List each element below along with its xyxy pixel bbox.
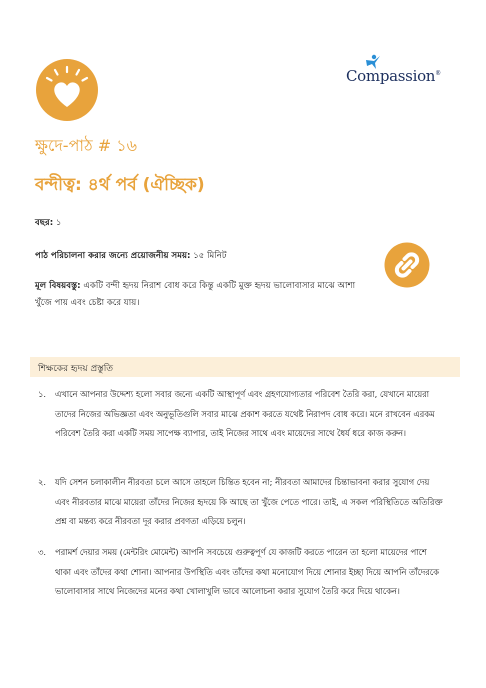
list-item-number: ২. (38, 477, 47, 487)
list-item-text: যদি সেশন চলাকালীন নীরবতা চলে আসে তাহলে চিন্তিত হবেন না; নীরবতা আমাদের চিন্তাভাবনা করার সুযোগ দেয় এবং নীরবতার মাঝে মায়েরা তাঁদের নিজের হৃদয়ে কি আছে তা খুঁজে পেতে পারে। তাই, এ সকল পরিস্থিতিতে অতিরিক্ত প্রশ্ন বা মন্তব্য করে নীরবতা দূর করার প্রবণতা এড়িয়ে চলুন। (55, 477, 443, 526)
chain-link-icon (384, 242, 430, 288)
page-title: বন্দীত্ব: ৪র্থ পর্ব (ঐচ্ছিক) (35, 175, 205, 195)
year-label: বছর: (35, 218, 54, 228)
year-row (35, 216, 61, 230)
theme-label: মূল বিষয়বস্তু: (35, 281, 81, 291)
section-title: শিক্ষকের হৃদয় প্রস্তুতি (38, 364, 114, 374)
year-value: ১ (53, 218, 62, 228)
section-header (30, 357, 460, 377)
theme-row (35, 278, 365, 312)
list-item-text: পরামর্শ দেয়ার সময় (মেন্টরিং মোমেন্ট) আপনি সবচেয়ে গুরুত্বপূর্ণ যে কাজটি করতে পারেন তা হলো মায়েদের পাশে থাকা এবং তাঁদের কথা শোনা। আপনার উপস্থিতি এবং তাঁদের কথা মনোযোগ দিয়ে শোনার ইচ্ছা দিয়ে আপনি তাঁদেরকে ভালোবাসার সাথে নিজেদের মনের কথা খোলাখুলি ভাবে আলোচনা করার সুযোগ তৈরি করে দিয়ে থাকেন। (55, 547, 439, 596)
theme-value: একটি বন্দী হৃদয় নিরাশ বোধ করে কিন্তু একটি মুক্ত হৃদয় ভালোবাসার মাঝে আশা খুঁজে পায় এবং চেষ্টা করে যায়। (35, 281, 356, 308)
heart-icon (35, 58, 99, 122)
list-item (38, 385, 445, 444)
list-item-number: ১. (38, 389, 47, 399)
time-value: ১৫ মিনিট (190, 251, 227, 261)
list-item (38, 543, 445, 602)
list-item-number: ৩. (38, 547, 47, 557)
logo-text: Compassion® (346, 67, 441, 85)
lesson-number: ক্ষুদে-পাঠ # ১৬ (35, 136, 137, 155)
list-item-text: এখানে আপনার উদ্দেশ্য হলো সবার জন্যে একটি আস্থাপূর্ণ এবং গ্রহণযোগ্যতার পরিবেশ তৈরি করা, যেখানে মায়েরা তাদের নিজের অভিজ্ঞতা এবং অনুভূতিগুলি সবার মাঝে প্রকাশ করতে যথেষ্ট নিরাপদ বোধ করে। মনে রাখবেন এরকম পরিবেশ তৈরি করা একটি সময় সাপেক্ষ ব্যাপার, তাই নিজের সাথে এবং মায়েদের সাথে ধৈর্য ধরে কাজ করুন। (55, 389, 435, 438)
time-row (35, 249, 227, 263)
time-label: পাঠ পরিচালনা করার জন্যে প্রয়োজনীয় সময়: (35, 251, 191, 261)
compassion-logo (346, 54, 446, 90)
list-item (38, 473, 445, 532)
